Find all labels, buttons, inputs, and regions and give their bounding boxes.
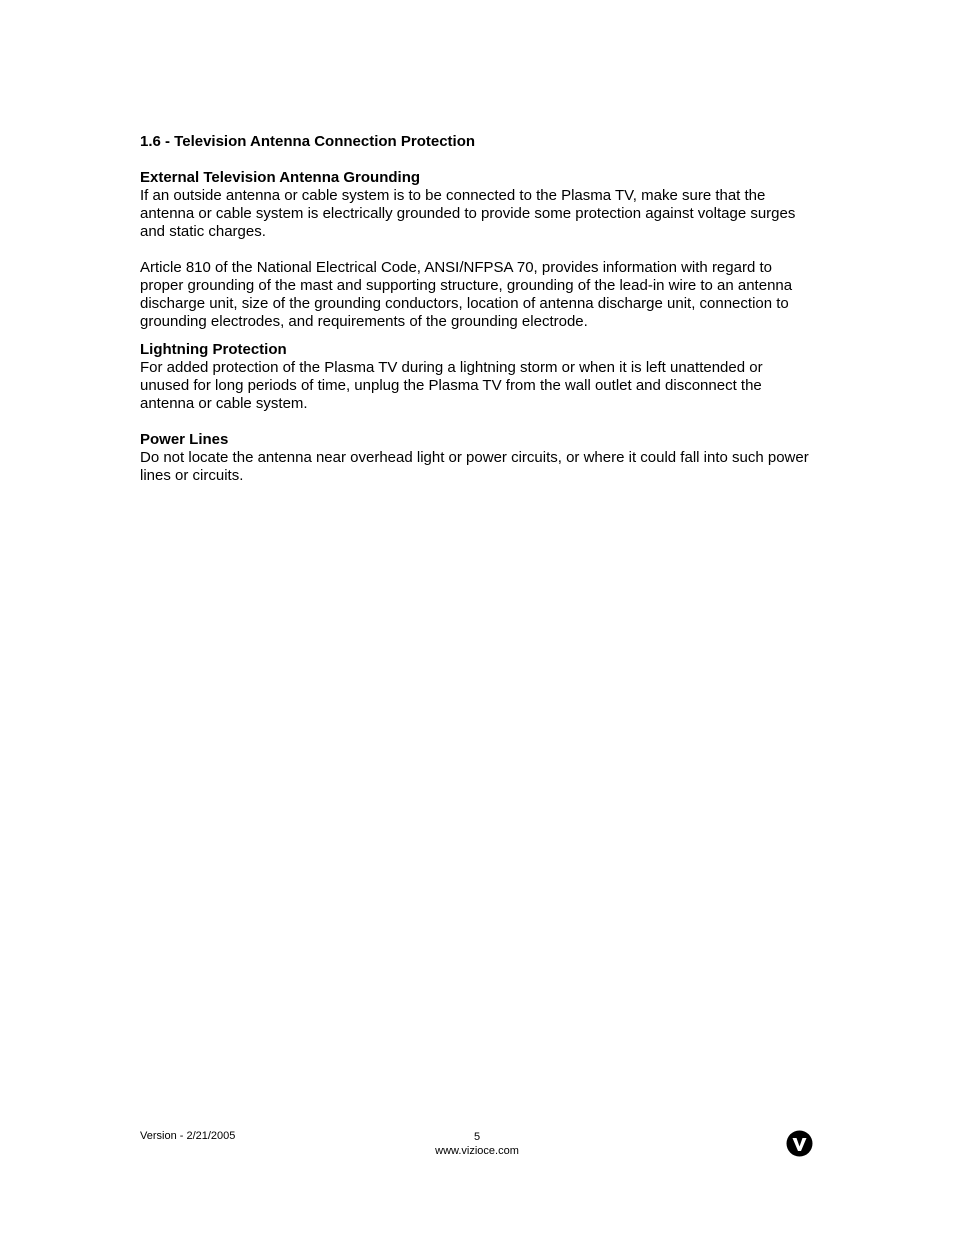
- page-content: [140, 133, 810, 485]
- spacer: [140, 413, 810, 431]
- grounding-paragraph-2: Article 810 of the National Electrical Code, ANSI/NFPSA 70, provides information with regard to proper grounding of the mast and supporting structure, grounding of the lead-in wire to an antenna discharge unit, size of the grounding conductors, location of antenna discharge unit, connection to grounding electrodes, and requirements of the grounding electrode.: [140, 259, 793, 330]
- power-lines-heading: Power Lines: [140, 431, 229, 448]
- section-title: 1.6 - Television Antenna Connection Protection: [140, 133, 476, 150]
- lightning-heading: Lightning Protection: [140, 341, 287, 358]
- lightning-paragraph: For added protection of the Plasma TV during a lightning storm or when it is left unattended or unused for long periods of time, unplug the Plasma TV from the wall outlet and disconnect the antenna or cable system.: [140, 359, 763, 412]
- spacer: [140, 331, 810, 341]
- grounding-heading: External Television Antenna Grounding: [140, 169, 421, 186]
- grounding-paragraph-1: If an outside antenna or cable system is to be connected to the Plasma TV, make sure that the antenna or cable system is electrically grounded to provide some protection against voltage surges and static charges.: [140, 187, 796, 240]
- vizio-v-logo-icon: [786, 1130, 813, 1157]
- page-number: 5: [473, 1131, 481, 1143]
- spacer: [140, 241, 810, 259]
- footer-version: Version - 2/21/2005: [140, 1130, 236, 1142]
- website-url: www.vizioce.com: [435, 1145, 519, 1157]
- footer-center: [377, 1130, 577, 1158]
- power-lines-paragraph: Do not locate the antenna near overhead light or power circuits, or where it could fall into such power lines or circuits.: [140, 449, 809, 484]
- spacer: [140, 151, 810, 169]
